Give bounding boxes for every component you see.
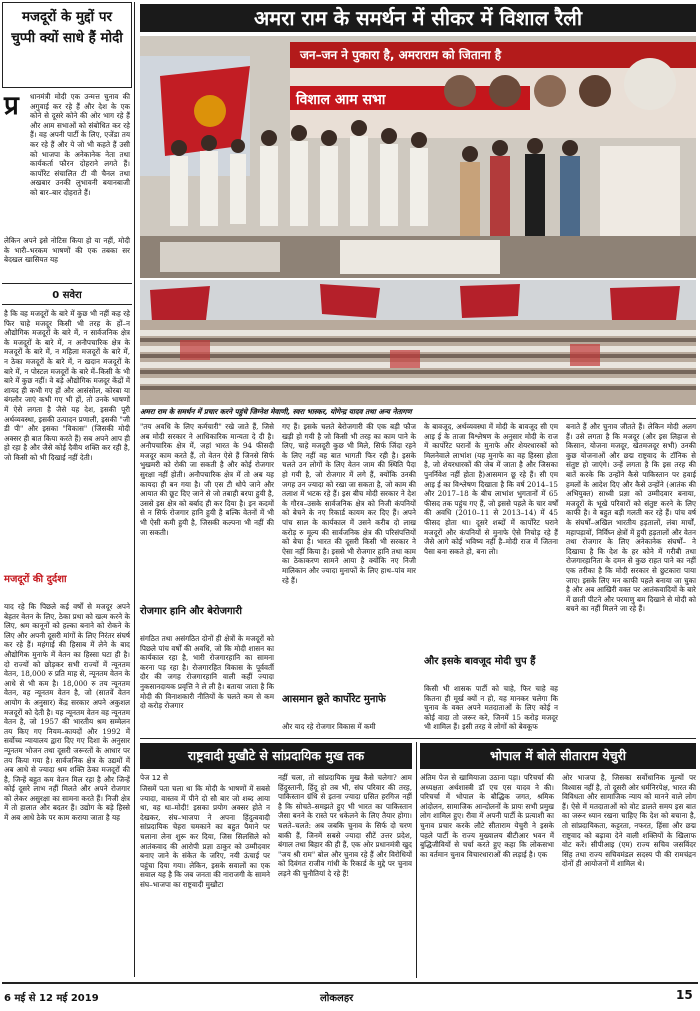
photo-caption: अमरा राम के समर्थन में प्रचार करने पहुंचे जिग्नेश मेवाणी, स्वरा भास्कर, योगेन्द्र यादव तथा अन्य नेतागण — [140, 407, 412, 416]
bottom-left-col2: नहीं चला, तो सांप्रदायिक मुख कैसे चलेगा? आम हिंदुस्तानी, हिंदू हो तब भी, संघ परिवार की तरह, पाकिस्तान ग्रंथि से इतना ज्यादा ग्रसित हरगिज नहीं है कि सोचते–समझते हुए भी भारत का पाकिस्तान जैसा बनने के रास्ते पर धकेलने के लिए तैयार होगा। चलते–चलते: अब जबकि चुनाव के सिर्फ दो चरण बाकी हैं, जिनमें सबसे ज्यादा सीटें उत्तर प्रदेश, बंगाल तथा बिहार की ही हैं, एक ओर प्रधानमंत्री खुद "जय श्री राम" बोल और चुनाव रहे हैं और विरोधियों को दिवंगत राजीव गांधी के रिकार्ड के मुद्दे पर चुनाव लड़ने की चुनौतियां दे रहे हैं! — [278, 773, 412, 878]
left-intro-cont — [4, 120, 130, 232]
mid-col3-subhead: और इसके बावजूद मोदी चुप हैं — [424, 656, 536, 667]
banner-title: विशाल आम सभा — [296, 92, 386, 108]
mid-col1-subhead: रोजगार हानि और बेरोजगारी — [140, 606, 242, 617]
footer-paper: लोकलहर — [320, 993, 354, 1004]
bottom-right-col1: अंतिम पेज से खामियाजा उठाना पड़ा। परिचर्चा की अध्यक्षता अर्थशास्त्री डॉ एच एस यादव ने की। परिचर्चा में भोपाल के बौद्धिक जगत, श्रमिक आंदोलन, सामाजिक आन्दोलनों के प्रायः सभी प्रमुख लोग शामिल हुए। रीवा में अपनी पार्टी के प्रत्याशी का चुनाव प्रचार करके लौटे सीताराम येचुरी ने इसके पहले पार्टी के राज्य मुख्यालय बीटीआर भवन में बुद्धिजीवियों से चर्चा करते हुए कहा कि लोकसभा का वर्तमान चुनाव विचारधाराओं की लड़ाई है। एक — [420, 773, 554, 859]
banner-slogan: जन–जन ने पुकारा है, अमराराम को जिताना है — [300, 48, 502, 62]
bottom-right-headline: भोपाल में बोले सीताराम येचुरी — [420, 743, 696, 769]
left-subhead: मजदूरों की दुर्दशा — [4, 574, 67, 585]
footer-page-number: 15 — [676, 988, 693, 1002]
mid-col2-text2: और याद रहे रोजगार विकास में कमी — [282, 722, 376, 731]
bottom-left-col1: जिसमें पता चला था कि मोदी के भाषणों में सबसे ज्यादा, वास्तव में पीने दो सौ बार जो शब्द आया था, वह था–मोदी! इसका प्रयोग अक्सर होते न देखकर, संघ–भाजपा ने अपना हिंदुत्ववादी सांप्रदायिक चेहरा चमकाने का बहुत पैमाने पर चलाना लेना शुरू कर दिया, जिस सिलसिले को आतंकवाद की आरोपी प्रज्ञा ठाकुर को उम्मीदवार बनाए जाने के संकेत के जरिए, नयी ऊंचाई पर पहुंचा दिया गया। लेकिन, इसके सवालों का एक सवाल यह है कि जब जनता की नाराजगी के सामने संघ–भाजपा का राष्ट्रवादी मुखौटा — [140, 784, 270, 889]
left-intro: धानमंत्री मोदी एक उन्मत्त चुनाव की अगुवाई कर रहे हैं और देश के एक कोने से दूसरे कोने की ओर भाग रहे हैं और आम सभाओं को संबोधित कर रहे हैं। वह अपनी पार्टी के लिए, एजेंडा तय कर रहे हैं और ये जो भी कहते हैं उसी को भाजपा के अनेकानेक नेता तथा कार्यकर्ता फौरन दोहराने लगते हैं। कार्पोरेट संचालित टी वी चैनल तथा अखबार उनकी लुभावनी बयानबाजी को बार–बार दोहराते हैं। — [30, 92, 130, 197]
mid-col2-text: गए हैं। इसके चलते बेरोजगारी की एक बड़ी फौज खड़ी हो गयी है जो किसी भी तरह का काम पाने के लिए, चाहे मजदूरी कुछ भी मिले, सिर्फ जिंदा रहने के लिए नहीं वह बात भागती फिर रही है। इसके चलते उन लोगों के लिए वेतन जाम की स्थिति पैदा हो गयी है, जो रोजगार में लगे हैं, क्योंकि उनकी जगह उन ज्यादा को रखा जा सकता है, जो काम की तलाश में भटक रहे हैं। इस बीच मोदी सरकार ने देश के गौरव–उसके सार्वजनिक क्षेत्र को निजी कंपनियों को बेचने के नए रिकार्ड कायम कर दिए हैं। अपने पांच साल के कार्यकाल में उसने करीब दो लाख करोड़ रु मूल्य की सार्वजनिक क्षेत्र की परिसंपत्तियों को बेचा है। भारत की दूसरी किसी भी सरकार ने ऐसा नहीं किया है। इससे भी रोजगार हानि तथा काम का ठेकाकरण सामने आया है क्योंकि नए निजी मालिकान और ज्यादा मुनाफों के लिए हाथ–पांव मार रहे हैं। — [282, 422, 416, 585]
footer-date: 6 मई से 12 मई 2019 — [4, 993, 99, 1004]
left-byline: 0 सवेरा — [52, 290, 82, 301]
mid-col1-text2: संगठित तथा असंगठित दोनों ही क्षेत्रों के मजदूरों को पिछले पांच वर्षों की अवधि, जो कि मोदी शासन का कार्यकाल रहा है, भारी रोजगारहानि का सामना करना पड़ रहा है। रोजगारहित विकास के पूर्ववर्ती दौर की जगह रोजगारहानि वाली कहीं ज्यादा नुकसानदायक प्रवृत्ति ने ले ली है। बताया जाता है कि मोदी की विनाशकारी नीतियों के चलते कम से कम दो करोड़ रोजगार — [140, 634, 274, 711]
left-body: है कि वह मजदूरों के बारे में कुछ भी नहीं कह रहे फिर चाहे मजदूर किसी भी तरह के हों–न औद्योगिक मजदूरों के बारे में, न सार्वजनिक क्षेत्र के मजदूरों के बारे में, न अनौपचारिक क्षेत्र के मजदूरों के बारे में, न महिला मजदूरों के बारे में, न ठेका मजदूरों के बारे में, न खदान मजदूरों के बारे में, न पोस्टल मजदूरों के बारे में–किसी के भी बारे में कुछ नहीं। वे बड़े औद्योगिक मजदूर केंद्रों में शायद ही कभी गए हों और आसंसोल, कोरबा या बंगलौर जाएं कभी गए भी हों, तो उनके भाषणों में ऐसे लगता है जैसे यह देश, इसकी पूरी अर्थव्यवस्था, इसकी उत्पादन प्रणाली, इसकी "जी डी पी" और इसका "विकास" (जिसकी मोदी अक्सर ही बात किया करते हैं) सब अपने आप ही हो रहा है और जैसे कोई दैवीय शक्ति कर रही है, जो किसी को भी दिखाई नहीं देती। — [4, 309, 130, 462]
left-body2: याद रहे कि पिछले कई वर्षों से मजदूर अपने बेहतर वेतन के लिए, ठेका प्रथा को खत्म करने के लिए, श्रम कानूनों को हल्का बनाने को रोकने के लिए और अपनी दूसरी मांगों के लिए निरंतर संघर्ष कर रहे हैं। महंगाई की हिसाब में लेने के बाद औद्योगिक मुनाफे में वेतन का हिस्सा घटा ही है। दो राज्यों को छोड़कर सभी राज्यों में न्यूनतम वेतन, 18,000 रु प्रति माह से, न्यूनतम वेतन के आधे से भी कम है। 18,000 रु तय न्यूनतम वेतन, वह न्यूनतम वेतन है, जो (सातवें वेतन आयोग के अनुसार) केंद्र सरकार अपने अकुशल मजदूरों को देती है। यह न्यूनतम वेतन वह न्यूनतम वेतन है, जो 1957 की भारतीय श्रम सम्मेलन तय किए गए नियम–कायदों और 1992 में सर्वोच्च न्यायालय द्वारा दिए गए दिशा के अनुसार न्यूनतम भोजन तथा दूसरी जरूरतों के आधार पर तय किया गया है। सार्वजनिक क्षेत्र के उद्यमों में अब आधे से ज्यादा श्रम शक्ति ठेका मजदूरों की है, जिन्हें बहुत कम वेतन मिल रहा है और जिन्हें कोई दूसरे लाभ नहीं मिलते और अपने रोजगार को लेकर असुरक्षा का सामना करते हैं। निजी क्षेत्र में तो हालात और बदतर हैं। उद्योग के बड़े हिस्से में अब आधे ठेके पर काम कराया जाता है यह — [4, 602, 130, 823]
mid-col3-text: के बावजूद, अर्थव्यवस्था में मोदी के बावजूद सी एम आइ ई के ताजा विश्लेषण के अनुसार मोदी के राज में कार्पोरेट घरानों के मुनाफे और शेयरधारकों को मिलनेवाले लाभांश (यह मुनाफे का वह हिस्सा होता है, जो शेयरधारकों की जेब में जाता है और जिसका पुनर्निवेश नहीं होता है)आसमान छू रहे हैं। सी एम आइ ई का विश्लेषण दिखाता है कि वर्ष 2014–15 और 2017–18 के बीच लाभांश भुगतानों में 65 फीसद तक पहुंच गए हैं, जो इससे पहले के चार वर्षों की अवधि (2010–11 से 2013–14) में 45 फीसद होता था। दूसरे शब्दों में कार्पोरेट घराने मजदूरों और कंपनियों से मुनाफे ऐसे निचोड़ रहे हैं जैसे आगे कोई भविष्य नहीं है–मोदी राज में जितना पैसा बना सकते हो, बना लो। — [424, 422, 558, 556]
mid-col3-text2: किसी भी शासक पार्टी को चाहे, फिर चाहे वह कितना ही मूर्ख क्यों न हो, यह मानकर चलेगा कि चुनाव के वक्त अपने मतदाताओं के लिए कोई न कोई वादा तो जरूर करे, जिनमें 15 करोड़ मजदूर भी शामिल हैं। इसी तरह वे लोगों को बेवकूफ — [424, 684, 558, 732]
main-headline: अमरा राम के समर्थन में सीकर में विशाल रैली — [140, 4, 696, 32]
mid-col4-text: बनाते हैं और चुनाव जीतते हैं। लेकिन मोदी अलग हैं। उसे लगता है कि मजदूर (और इस लिहाज से किसान, योजना मजदूर, खेतमजदूर सभी) उनकी कुछ योजनाओं और छद्म राष्ट्रवाद के टॉनिक से संतुष्ट हो जाएंगे। उन्हें लगता है कि इस तरह की बातें करके कि उन्होंने कैसे पाकिस्तान पर हवाई हमलों के आदेश दिए और कैसे उन्होंने (आतंक की अभियुक्त) साध्वी प्रज्ञा को उम्मीदवार बनाया, मजदूरों के भूखे परिवारों को संतुष्ट करने के लिए काफी है। वे बहुत बड़ी गलती कर रहे हैं। पांच वर्ष के संघर्षों–अखिल भारतीय हड़तालों, लंबा मार्चों, महापड़ावों, निर्विघ्न क्षेत्रों में हुयी हड़तालों और वेतन तथा रोजगार के लिए अनेकानेक संघर्षों– ने दिखाया है कि देश के हर कोने में गरीबी तथा रोजगारहानिता के दमन से कुछ राहत पाने का नहीं एक तरीका है कि मोदी सरकार से छुटकारा पाया जाए। इसके लिए मन काफी पहले बनाया जा चुका है और अब आखिरी वक्त पर आतंकवादियों के बारे में छाती पीटने और परमाणु बम दिखाने से मोदी को बचने का नहीं मिलने जा रहे हैं। — [566, 422, 696, 614]
mid-col1-text: "तय अवधि के लिए कर्मचारी" रखे जाते हैं, जिसे अब मोदी सरकार ने आधिकारिक मान्यता दे दी है। अनौपचारिक क्षेत्र में, जहां भारत के 94 फीसदी मजदूर काम करते हैं, तो वेतन ऐसे हैं जिनसे सिर्फ भुखमरी को रोकी जा सकती है और कोई रोजगार सुरक्षा नहीं होती। अनौपचारिक क्षेत्र में तो अब यह कायदा ही बन गया है। जी एस टी थोपे जाने और आयात की छूट दिए जाने से जो तबाही बरपा हुयी है, उससे इस क्षेत्र को बर्बाद ही कर दिया है। इन कदमों से न सिर्फ रोजगार हानि हुयी है बल्कि वेतनों में भी भी ऐसी कमी हुयी है, जिसकी कल्पना भी नहीं की जा सकती। — [140, 422, 274, 537]
bottom-right-col2: ओर भाजपा है, जिसका सर्वोधानिक मूल्यों पर विश्वास नहीं है, तो दूसरी ओर धर्मनिरपेक्ष, भारत की विविधता और सामाजिक न्याय को मानने वाले लोग हैं। ऐसे में मतदाताओं को वोट डालते समय इस बात का जरूर ध्यान रखना चाहिए कि देश को बचाना है, तो सांप्रदायिकता, कट्टरता, नफरत, हिंसा और छद्म राष्ट्रवाद को बढ़ावा देने वाली शक्तियों के खिलाफ वोट करें। सीपीआइ (एम) राज्य सचिव जसविंदर सिंह तथा राज्य सचिवमंडल सदस्य पी की रामचंद्रन दोनों ही आयोजनों में शामिल थे। — [562, 773, 696, 869]
left-headline: मजदूरों के मुद्दों पर चुप्पी क्यों साधे हैं मोदी — [11, 9, 123, 46]
left-para2: लेकिन अपने इसे नोटिस किया हो या नहीं, मोदी के भारी–भरकम भाषणों की एक तबका सर बेदखल खासियत यह — [4, 236, 130, 265]
bottom-left-pageref: पेज 12 से — [140, 773, 168, 782]
rally-crowd-photo — [140, 280, 696, 405]
rally-stage-photo — [140, 36, 696, 278]
left-headline-box — [2, 2, 132, 88]
bottom-left-headline: राष्ट्रवादी मुखौटे से सांप्रदायिक मुख तक — [140, 743, 412, 769]
mid-col2-subhead: आसमान छूते कार्पोरेट मुनाफे — [282, 694, 386, 705]
dropcap: प्र — [4, 91, 19, 121]
